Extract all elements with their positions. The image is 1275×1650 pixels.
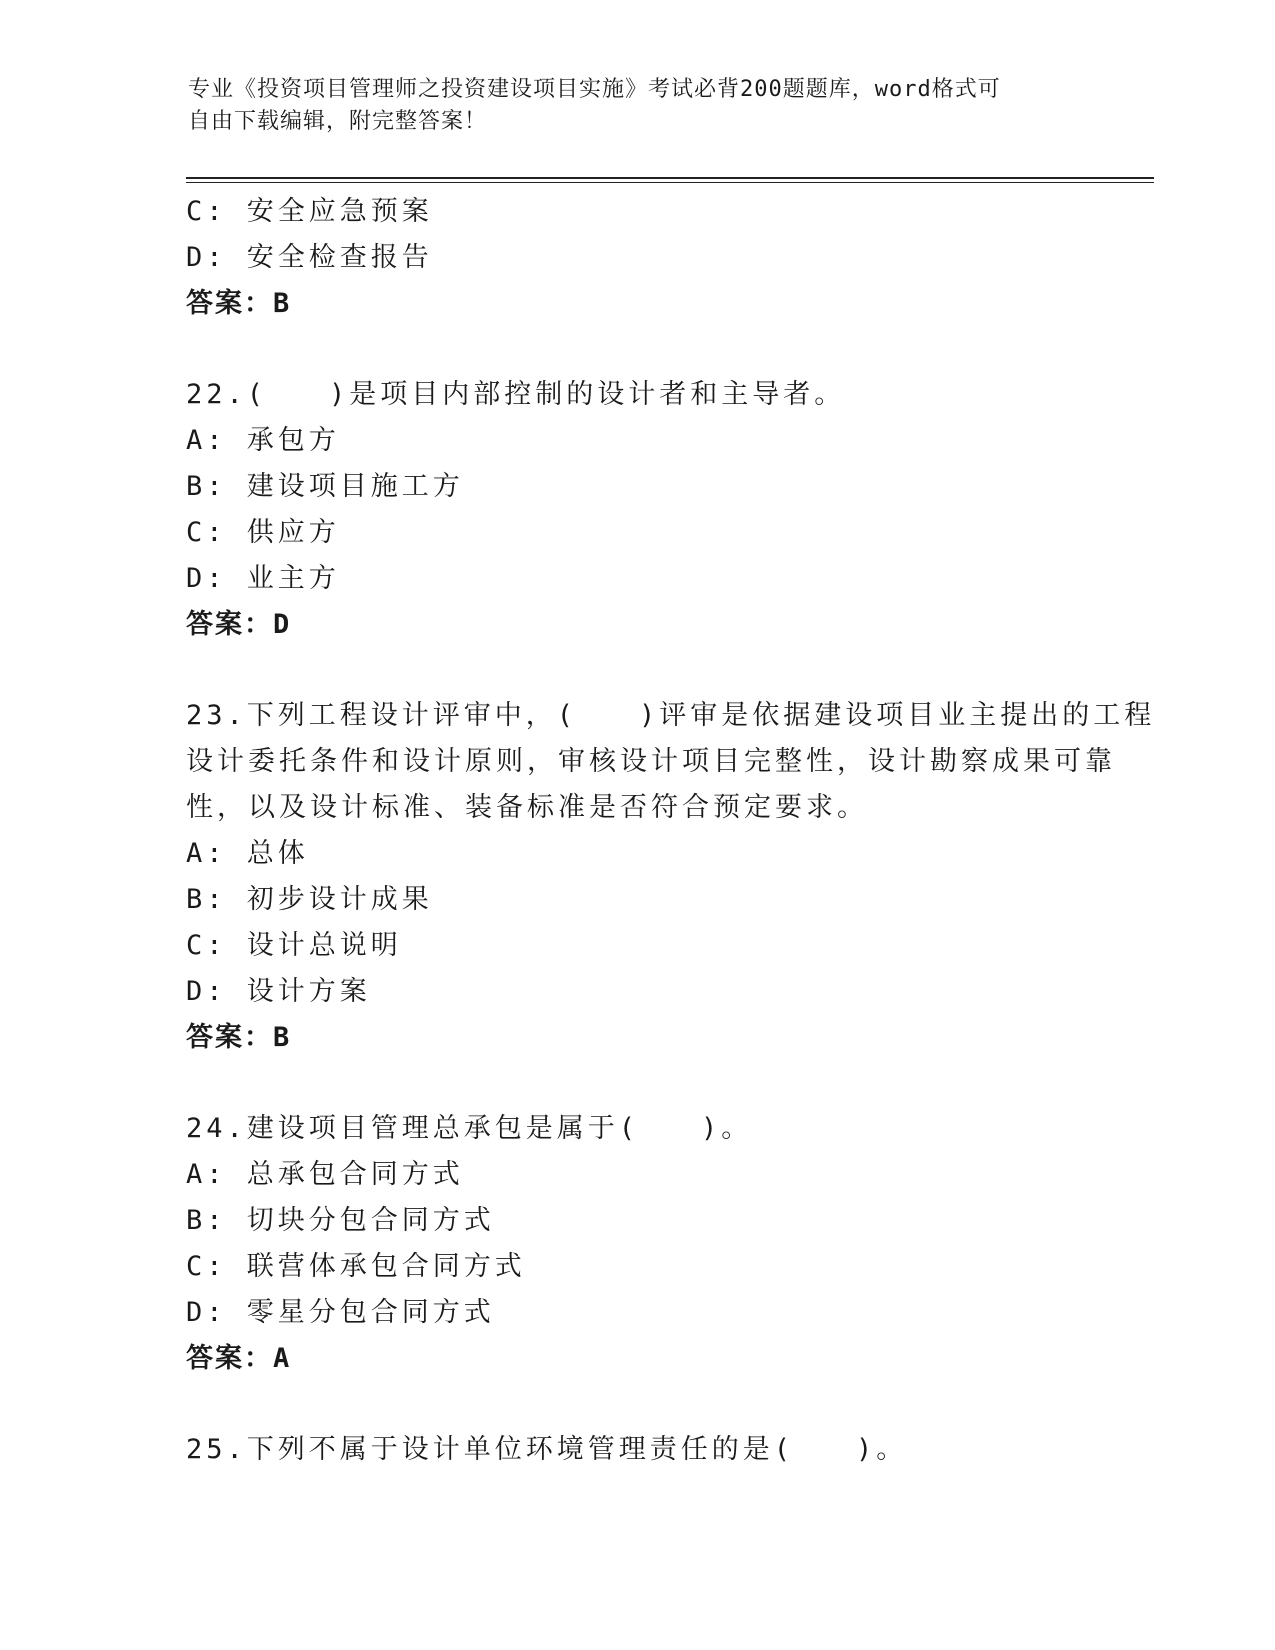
option-b: B: 初步设计成果 <box>186 884 433 915</box>
header-divider <box>186 177 1154 183</box>
question-stem: 24.建设项目管理总承包是属于( )。 <box>186 1113 753 1144</box>
option-c: C: 安全应急预案 <box>186 196 433 227</box>
question-23 <box>186 693 1156 1061</box>
document-header <box>188 74 1068 138</box>
question-stem: 23.下列工程设计评审中，( )评审是依据建设项目业主提出的工程 <box>186 700 1156 731</box>
question-25 <box>186 1427 1086 1473</box>
answer: 答案：B <box>186 288 292 319</box>
option-d: D: 业主方 <box>186 563 340 594</box>
question-stem: 性，以及设计标准、装备标准是否符合预定要求。 <box>186 792 868 823</box>
header-line-1: 专业《投资项目管理师之投资建设项目实施》考试必背200题题库，word格式可 <box>188 77 1001 102</box>
option-a: A: 承包方 <box>186 425 340 456</box>
option-c: C: 供应方 <box>186 517 340 548</box>
question-stem: 25.下列不属于设计单位环境管理责任的是( )。 <box>186 1434 908 1465</box>
question-22 <box>186 372 1086 648</box>
option-c: C: 设计总说明 <box>186 930 402 961</box>
option-b: B: 建设项目施工方 <box>186 471 464 502</box>
option-d: D: 零星分包合同方式 <box>186 1297 495 1328</box>
option-c: C: 联营体承包合同方式 <box>186 1251 526 1282</box>
question-21-continued <box>186 189 1086 327</box>
question-24 <box>186 1106 1086 1382</box>
answer: 答案：A <box>186 1343 292 1374</box>
answer: 答案：D <box>186 609 292 640</box>
option-a: A: 总体 <box>186 838 309 869</box>
question-stem: 22.( )是项目内部控制的设计者和主导者。 <box>186 379 846 410</box>
option-b: B: 切块分包合同方式 <box>186 1205 495 1236</box>
option-d: D: 安全检查报告 <box>186 242 433 273</box>
option-a: A: 总承包合同方式 <box>186 1159 464 1190</box>
header-line-2: 自由下载编辑，附完整答案！ <box>188 109 488 134</box>
answer: 答案：B <box>186 1022 292 1053</box>
question-list <box>186 189 1156 1473</box>
option-d: D: 设计方案 <box>186 976 371 1007</box>
question-stem: 设计委托条件和设计原则，审核设计项目完整性，设计勘察成果可靠 <box>186 746 1116 777</box>
